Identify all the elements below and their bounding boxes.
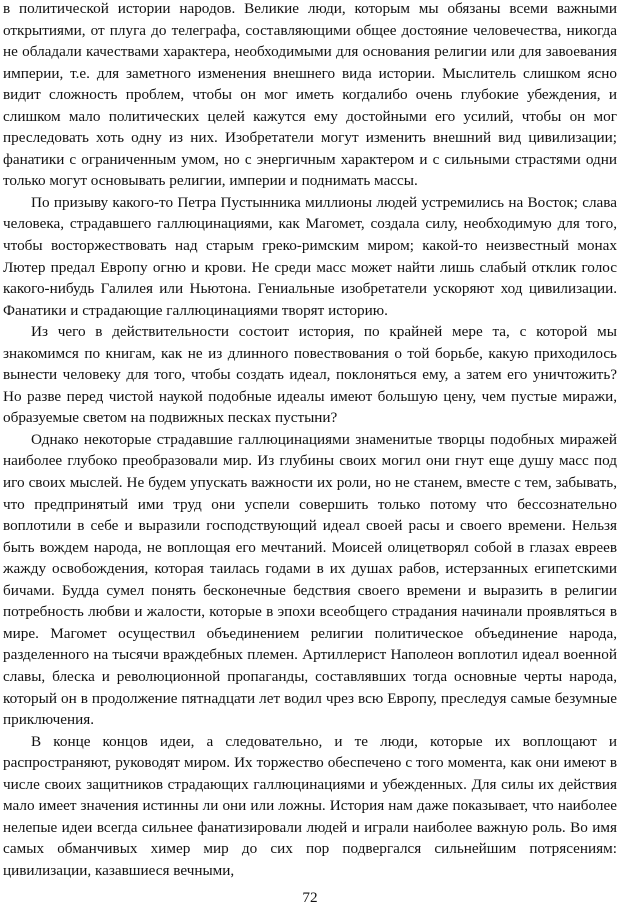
page-number: 72 (302, 889, 318, 906)
paragraph-2: По призыву какого-то Петра Пустынника миллионы людей устремились на Восток; слава человека, страдавшего галлюцинациями, как Магомет, создала силу, необходимую для того, чтобы восторжествовать над старым греко-римским миром; какой-то неизвестный монах Лютер предал Европу огню и крови. Не среди масс может найти лишь слабый отклик голос какого-нибудь Галилея или Ньютона. Гениальные изобретатели ускоряют ход цивилизации. Фанатики и страдающие галлюцинациями творят историю. (3, 193, 617, 319)
paragraph-1: в политической истории народов. Великие люди, которым мы обязаны всеми важными открытиями, от плуга до телеграфа, составляющими общее достояние человечества, никогда не обладали качествами характера, необходимыми для основания религии или для завоевания империи, т.е. для заметного изменения внешнего вида истории. Мыслитель слишком ясно видит сложность проблем, чтобы он мог иметь когдалибо очень глубокие убеждения, и слишком мало политических целей кажутся ему достойными его усилий, чтобы он мог преследовать хоть одну из них. Изобретатели могут изменить внешний вид цивилизации; фанатики с ограниченным умом, но с энергичным характером и с сильными страстями одни только могут основывать религии, империи и поднимать массы. (3, 0, 617, 190)
book-page (3, 0, 617, 915)
body-text (3, 0, 617, 881)
paragraph-4: Однако некоторые страдавшие галлюцинациями знаменитые творцы подобных миражей наиболее глубоко преобразовали мир. Из глубины своих могил они гнут еще душу масс под иго своих мыслей. Не будем упускать важности их роли, но не станем, вместе с тем, забывать, что предпринятый ими труд они успели совершить только потому что бессознательно воплотили в себе и выразили господствующий идеал своей расы и своего времени. Нельзя быть вождем народа, не воплощая его мечтаний. Моисей олицетворял собой в глазах евреев жажду освобождения, которая таилась годами в их душах рабов, истерзанных египетскими бичами. Будда сумел понять бесконечные бедствия своего времени и выразить в религии потребность любви и жалости, которые в эпохи всеобщего страдания начинали проявляться в мире. Магомет осуществил объединением религии политическое объединение народа, разделенного на тысячи враждебных племен. Артиллерист Наполеон воплотил идеал военной славы, блеска и революционной пропаганды, составлявших тогда основные черты народа, который он в продолжение пятнадцати лет водил чрез всю Европу, преследуя самые безумные приключения. (3, 430, 617, 729)
paragraph-5: В конце концов идеи, а следовательно, и те люди, которые их воплощают и распространяют, руководят миром. Их торжество обеспечено с того момента, как они имеют в числе своих защитников страдающих галлюцинациями и убежденных. Для силы их действия мало имеет значения истинны ли они или ложны. История нам даже показывает, что наиболее нелепые идеи всегда сильнее фанатизировали людей и играли наиболее важную роль. Во имя самых обманчивых химер мир до сих пор подвергался сильнейшим потрясениям: цивилизации, казавшиеся вечными, (3, 732, 617, 879)
paragraph-3: Из чего в действительности состоит история, по крайней мере та, с которой мы знакомимся по книгам, как не из длинного повествования о той борьбе, какую приходилось вынести человеку для того, чтобы создать идеал, поклоняться ему, а затем его уничтожить? Но разве перед чистой наукой подобные идеалы имеют большую цену, чем пустые миражи, образуемые светом на подвижных песках пустыни? (3, 323, 617, 427)
